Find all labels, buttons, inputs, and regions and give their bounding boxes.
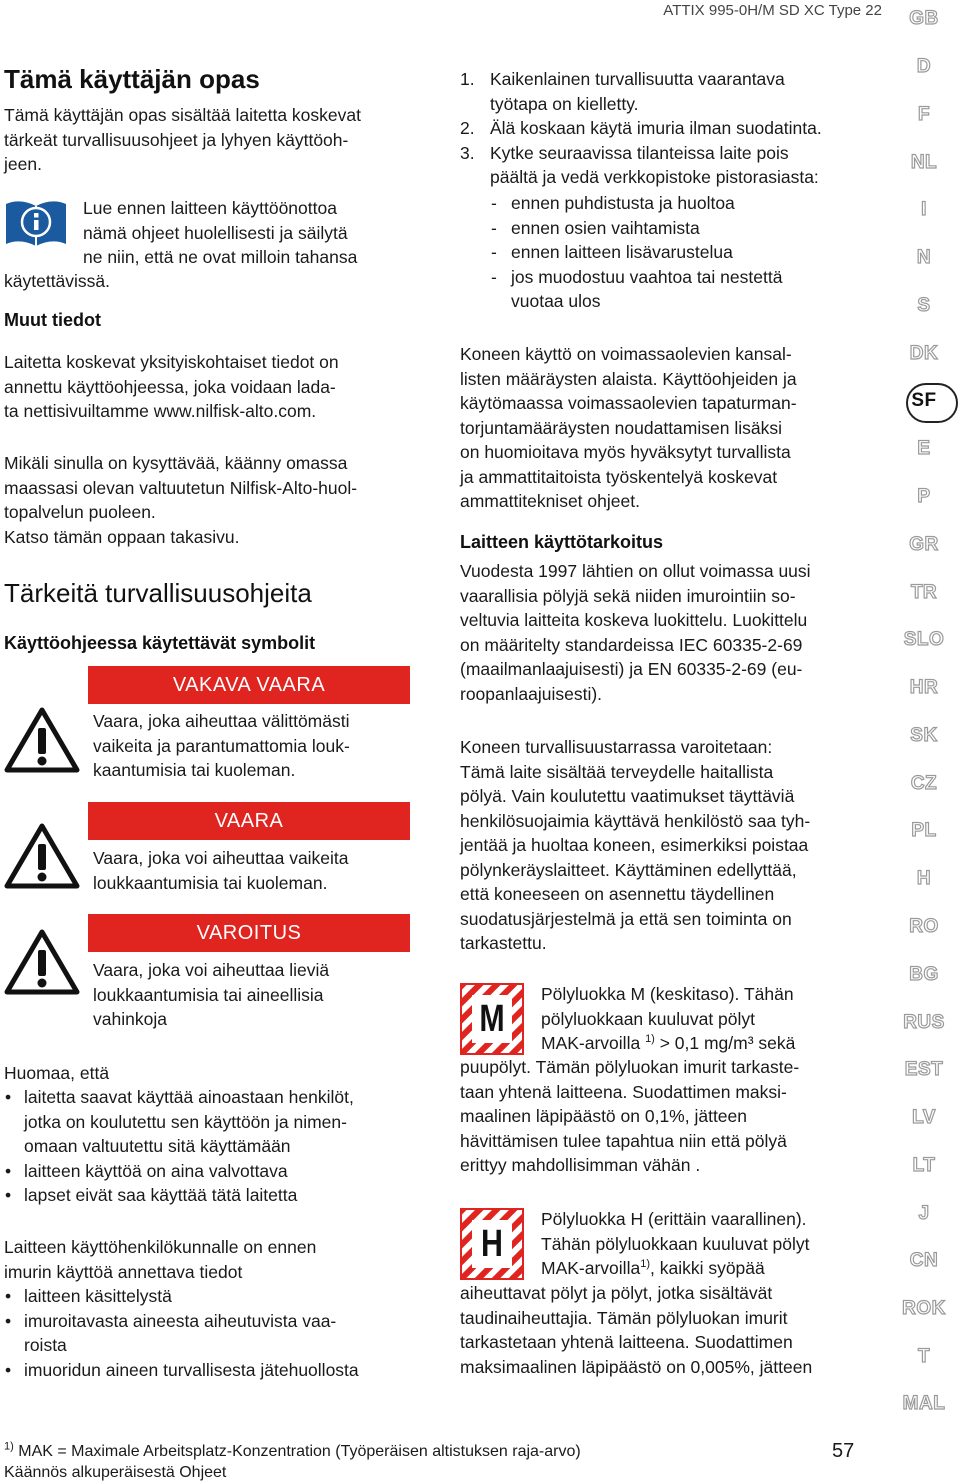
symbol-label-severe-danger: VAKAVA VAARA xyxy=(88,666,410,704)
footnote-text: MAK = Maximale Arbeitsplatz-Konzentration (Työperäisen altistuksen raja-arvo) xyxy=(18,1443,581,1460)
language-tab-i[interactable]: I xyxy=(921,199,927,220)
symbol-row-caution xyxy=(0,914,400,1034)
personnel-list xyxy=(4,1284,424,1382)
language-tab-d[interactable]: D xyxy=(916,56,932,77)
language-tab-cn[interactable]: CN xyxy=(909,1250,939,1271)
language-tab-ro[interactable]: RO xyxy=(909,916,939,937)
purpose-text: Vuodesta 1997 lähtien on ollut voimassa uusi vaarallisia pölyjä sekä niiden imurointiin so- veltuvia laitteita koskeva luokittelu. Luokittelu on määritelty standardeissa IEC 60335-2-69 (maailmanlaajuisesti) ja EN 60335-2-69 (eu- roopanlaajuisesti). xyxy=(460,561,811,704)
rule-text: Älä koskaan käytä imuria ilman suodatinta. xyxy=(490,118,822,138)
purpose-heading: Laitteen käyttötarkoitus xyxy=(460,532,664,552)
dust-class-m-line xyxy=(541,1031,881,1056)
info-note-tail: käytettävissä. xyxy=(4,271,111,291)
translation-note: Käännös alkuperäisestä Ohjeet xyxy=(4,1464,227,1481)
list-item: • laitetta saavat käyttää ainoastaan henkilöt, jotka on koulutettu sen käyttöön ja nimen- omaan valtuutettu sitä käyttämään xyxy=(4,1085,424,1159)
warning-triangle-icon xyxy=(4,706,80,774)
language-tab-rok[interactable]: ROK xyxy=(902,1298,946,1319)
dust-class-m-head xyxy=(541,982,881,1056)
dust-class-h-text: , kaikki syöpää xyxy=(649,1258,765,1278)
dust-class-m-line: pölyluokkaan kuuluvat pölyt xyxy=(541,1008,756,1029)
regulations-text: Koneen käyttö on voimassaolevien kansal- listen määräysten alaista. Käyttöohjeiden ja käytömaassa voimassaolevien tapaturman- torjuntamääräysten noudattamisen lisäksi on huomioitava myös hyväksytyt turvallista ja ammattitaitoista työskentelyä koskevat ammattitekniset ohjeet. xyxy=(460,344,797,511)
language-sidebar xyxy=(888,0,960,1484)
language-tab-est[interactable]: EST xyxy=(904,1059,944,1080)
list-item: - ennen osien vaihtamista xyxy=(491,216,891,241)
rule3-sublist xyxy=(491,191,891,314)
language-tab-nl[interactable]: NL xyxy=(910,152,938,173)
list-item: • lapset eivät saa käyttää tätä laitetta xyxy=(4,1183,424,1208)
list-item: • imuoridun aineen turvallisesta jätehuollosta xyxy=(4,1358,424,1383)
symbol-label-caution: VAROITUS xyxy=(88,914,410,952)
rule-text: Kaikenlainen turvallisuutta vaarantava työtapa on kielletty. xyxy=(490,69,785,114)
intro-text: Tämä käyttäjän opas sisältää laitetta koskevat tärkeät turvallisuusohjeet ja lyhyen käyttöoh- jeen. xyxy=(4,105,361,174)
safety-rules-list xyxy=(460,67,880,190)
footnote-ref: 1) xyxy=(645,1033,655,1046)
list-item: - ennen puhdistusta ja huoltoa xyxy=(491,191,891,216)
rule-number: 3. xyxy=(460,142,475,163)
language-tab-dk[interactable]: DK xyxy=(909,343,939,364)
language-tab-pl[interactable]: PL xyxy=(911,820,937,841)
guide-title: Tämä käyttäjän opas xyxy=(4,64,260,94)
dust-class-letter: M xyxy=(479,998,505,1040)
symbol-text-severe-danger: Vaara, joka aiheuttaa välittömästi vaikeita ja parantumattomia louk- kaantumisia tai kuoleman. xyxy=(93,711,350,780)
language-tab-gr[interactable]: GR xyxy=(909,534,939,555)
dust-class-m-text: puupölyt. Tämän pölyluokan imurit tarkaste- taan yhtenä laitteena. Suodattimen maksi- maalinen läpipäästö on 0,1%, jätteen hävittämisen tulee tapahtua niin että pölyä erittyy mahdollisimman vähän . xyxy=(460,1057,800,1175)
rule-text: Kytke seuraavissa tilanteissa laite pois päältä ja vedä verkkopistoke pistorasiasta: xyxy=(490,142,819,187)
dust-class-m-text: MAK-arvoilla xyxy=(541,1033,646,1053)
dust-class-h-text: MAK-arvoilla xyxy=(541,1258,641,1278)
list-item: - jos muodostuu vaahtoa tai nestettä vuotaa ulos xyxy=(491,265,891,314)
dust-class-h-line: Pölyluokka H (erittäin vaarallinen). xyxy=(541,1209,807,1229)
page-number: 57 xyxy=(832,1440,855,1462)
dust-class-m-line: Pölyluokka M (keskitaso). Tähän xyxy=(541,984,794,1004)
document-header-title: ATTIX 995-0H/M SD XC Type 22 xyxy=(663,2,882,19)
language-tab-hr[interactable]: HR xyxy=(909,677,939,698)
language-tab-s[interactable]: S xyxy=(917,295,931,316)
language-tab-lv[interactable]: LV xyxy=(912,1107,936,1128)
language-tab-gb[interactable]: GB xyxy=(909,8,939,29)
footnote-ref: 1) xyxy=(640,1258,650,1271)
note-list xyxy=(4,1085,424,1208)
symbol-label-danger: VAARA xyxy=(88,802,410,840)
language-tab-j[interactable]: J xyxy=(918,1203,930,1224)
language-tab-n[interactable]: N xyxy=(916,247,932,268)
dust-class-h-text: aiheuttavat pölyt ja pölyt, jotka sisältävät taudinaiheuttajia. Tämän pölyluokan imurit tarkastetaan yhtenä laitteena. Suodattimen maksimaalinen läpipäästö on 0,005%, jätteen xyxy=(460,1283,813,1377)
list-item: - ennen laitteen lisävarustelua xyxy=(491,240,891,265)
footnote-mark: 1) xyxy=(4,1440,14,1453)
rule-number: 2. xyxy=(460,118,475,138)
more-info-heading: Muut tiedot xyxy=(4,310,101,330)
list-item: • imuroitavasta aineesta aiheutuvista vaa- roista xyxy=(4,1309,424,1358)
language-tab-bg[interactable]: BG xyxy=(909,964,939,985)
symbols-heading: Käyttöohjeessa käytettävät symbolit xyxy=(4,633,316,653)
list-item xyxy=(460,67,880,116)
list-item: • laitteen käyttöä on aina valvottava xyxy=(4,1159,424,1184)
info-book-icon xyxy=(2,196,70,250)
left-column xyxy=(4,64,424,94)
language-tab-mal[interactable]: MAL xyxy=(902,1393,946,1414)
symbol-text-danger: Vaara, joka voi aiheuttaa vaikeita loukkaantumisia tai kuoleman. xyxy=(93,848,349,893)
language-tab-h[interactable]: H xyxy=(916,868,932,889)
language-tab-f[interactable]: F xyxy=(917,104,931,125)
dust-class-m-text: > 0,1 mg/m³ sekä xyxy=(654,1033,796,1053)
dust-class-h-icon xyxy=(460,1208,524,1280)
language-tab-e[interactable]: E xyxy=(917,438,931,459)
language-tab-lt[interactable]: LT xyxy=(912,1155,936,1176)
language-tab-t[interactable]: T xyxy=(917,1346,931,1367)
safety-title: Tärkeitä turvallisuusohjeita xyxy=(4,578,312,608)
warning-triangle-icon xyxy=(4,822,80,890)
more-info-text: Laitetta koskevat yksityiskohtaiset tiedot on annettu käyttöohjeessa, joka voidaan lada- ta nettisivuiltamme www.nilfisk-alto.com. xyxy=(4,352,339,421)
rule-number: 1. xyxy=(460,69,475,89)
footnote xyxy=(4,1441,804,1462)
list-item xyxy=(460,141,880,190)
symbol-row-severe xyxy=(0,666,400,786)
list-item: • laitteen käsittelystä xyxy=(4,1284,424,1309)
note-intro: Huomaa, että xyxy=(4,1063,110,1083)
dust-class-m-icon xyxy=(460,983,524,1055)
language-tab-slo[interactable]: SLO xyxy=(903,629,945,650)
list-item xyxy=(460,116,880,141)
warning-triangle-icon xyxy=(4,928,80,996)
dust-class-h-line: Tähän pölyluokkaan kuuluvat pölyt xyxy=(541,1233,810,1254)
symbol-row-danger xyxy=(0,802,400,902)
personnel-intro: Laitteen käyttöhenkilökunnalle on ennen imurin käyttöä annettava tiedot xyxy=(4,1237,317,1282)
language-tab-sk[interactable]: SK xyxy=(910,725,938,746)
warning-label-text: Koneen turvallisuustarrassa varoitetaan: Tämä laite sisältää terveydelle haitallista pölyä. Vain koulutettu vaatimukset täyttäviä henkilösuojaimia käyttävä henkilöstö saa tyh- jentää ja huoltaa koneen, esimerkiksi poistaa pölynkeräyslaitteet. Käyttäminen edellyttää, että koneeseen on asennettu täydellinen suodatusjärjestelmä ja että sen toiminta on tarkastettu. xyxy=(460,737,811,953)
questions-text: Mikäli sinulla on kysyttävää, käänny omassa maassasi olevan valtuutetun Nilfisk-Alto-huol- topalvelun puoleen. Katso tämän oppaan takasivu. xyxy=(4,453,358,547)
dust-class-letter: H xyxy=(481,1223,503,1265)
language-tab-cz[interactable]: CZ xyxy=(910,773,938,794)
language-tab-sf[interactable]: SF xyxy=(911,390,937,411)
language-tab-tr[interactable]: TR xyxy=(910,582,938,603)
dust-class-h-line xyxy=(541,1256,881,1281)
dust-class-h-head xyxy=(541,1207,881,1281)
info-note: Lue ennen laitteen käyttöönottoa nämä ohjeet huolellisesti ja säilytä ne niin, että ne ovat milloin tahansa xyxy=(83,198,358,267)
language-tab-rus[interactable]: RUS xyxy=(903,1012,945,1033)
language-tab-p[interactable]: P xyxy=(917,486,931,507)
symbol-text-caution: Vaara, joka voi aiheuttaa lieviä loukkaantumisia tai aineellisia vahinkoja xyxy=(93,960,330,1029)
